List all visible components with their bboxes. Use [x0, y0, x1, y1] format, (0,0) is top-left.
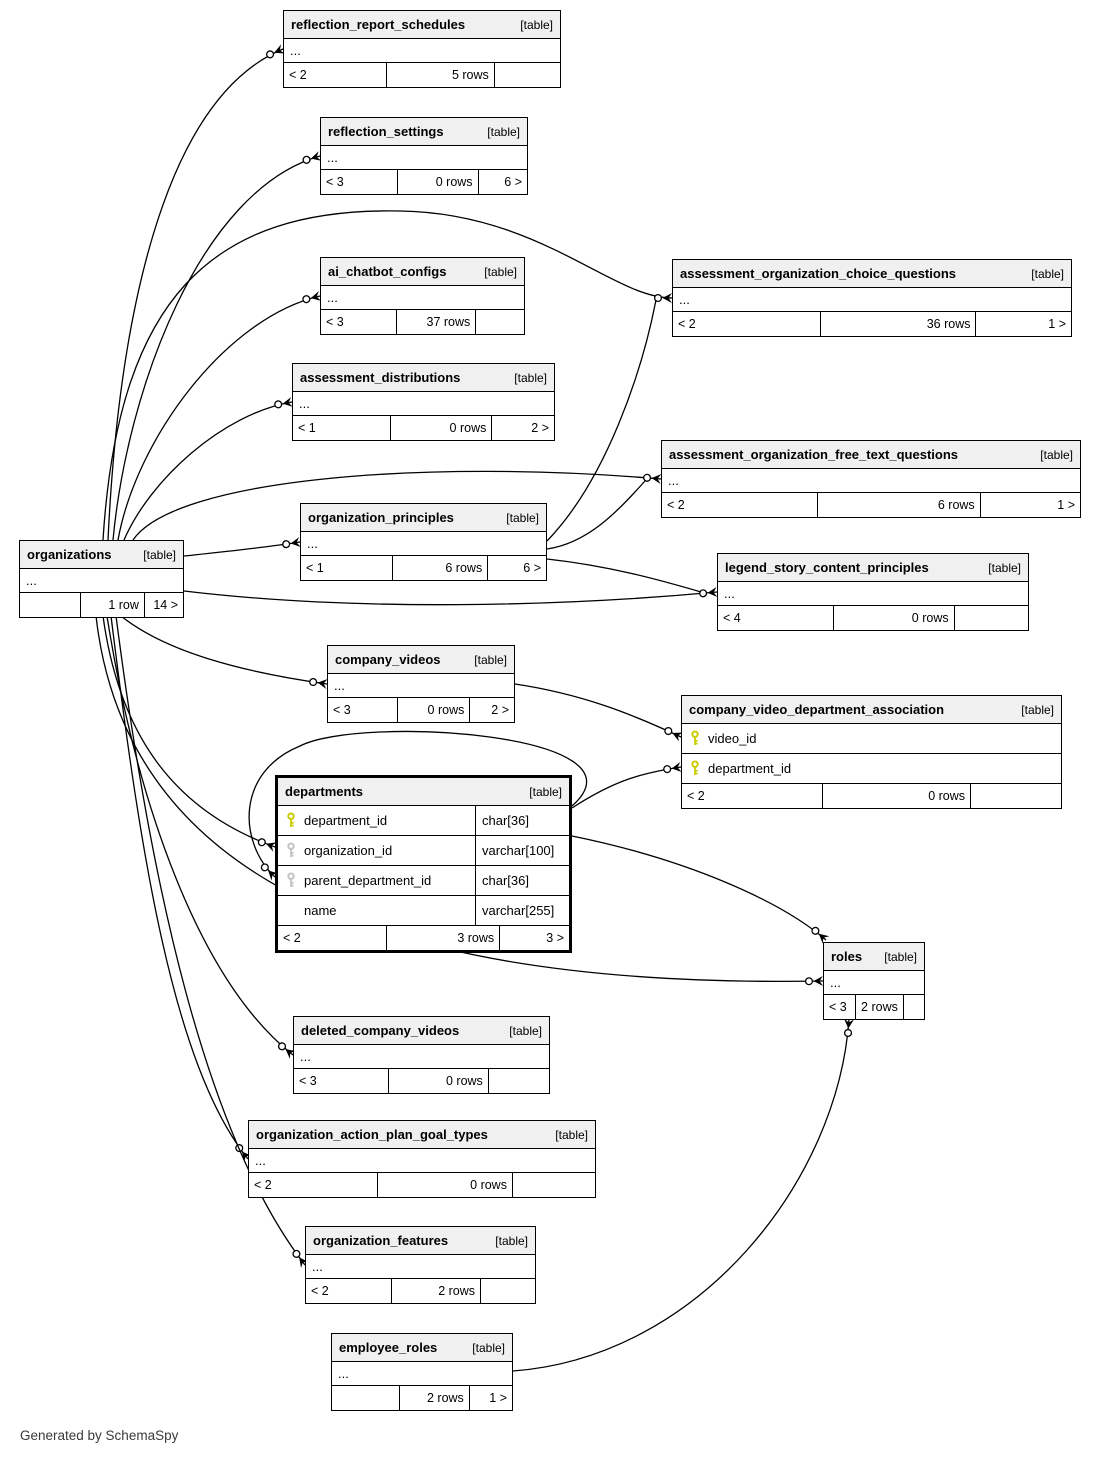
table-tag: [table]: [988, 560, 1021, 575]
edge-departments-roles: [572, 836, 826, 940]
row-count: 37 rows: [396, 310, 475, 334]
table-name[interactable]: deleted_company_videos: [301, 1023, 460, 1038]
hidden-columns-row: ...: [284, 39, 560, 63]
table-deleted_company_videos: [293, 1016, 550, 1094]
hidden-columns-row: ...: [718, 582, 1028, 606]
table-name[interactable]: organization_features: [313, 1233, 449, 1248]
table-name[interactable]: organization_principles: [308, 510, 454, 525]
table-assessment_organization_choice_questions: [672, 259, 1072, 337]
column-row-department_id: [278, 806, 569, 836]
edge-organization_principles-legend_story_content_principles: [547, 559, 701, 592]
key-icon: [690, 730, 700, 747]
column-name: organization_id: [304, 843, 393, 858]
table-footer: [284, 63, 560, 87]
primary-key-icon: [278, 812, 304, 829]
row-count: 2 rows: [399, 1386, 469, 1410]
children-count: [488, 1069, 549, 1093]
table-tag: [table]: [529, 784, 562, 799]
table-footer: [294, 1069, 549, 1093]
table-tag: [table]: [484, 264, 517, 279]
hidden-columns-row: ...: [328, 674, 514, 698]
children-count: 2 >: [491, 416, 554, 440]
edge-organizations-ai_chatbot_configs: [118, 296, 320, 540]
table-roles: [823, 942, 925, 1020]
table-footer: [682, 784, 1061, 808]
table-header[interactable]: [824, 943, 924, 971]
table-footer: [20, 593, 183, 617]
table-tag: [table]: [1031, 266, 1064, 281]
column-row-department_id: [682, 754, 1061, 784]
parents-count: < 3: [326, 175, 344, 189]
row-count: 6 rows: [392, 556, 488, 580]
hidden-columns-row: ...: [301, 532, 546, 556]
edge-organizations-reflection_report_schedules: [108, 49, 283, 540]
children-count: 3 >: [499, 926, 569, 950]
table-footer: [824, 995, 924, 1019]
key-icon: [690, 760, 700, 777]
table-assessment_organization_free_text_questions: [661, 440, 1081, 518]
table-header[interactable]: [332, 1334, 512, 1362]
table-tag: [table]: [884, 949, 917, 964]
row-count: 36 rows: [820, 312, 975, 336]
table-header[interactable]: [328, 646, 514, 674]
hidden-columns-row: ...: [249, 1149, 595, 1173]
table-tag: [table]: [474, 652, 507, 667]
column-type: char[36]: [475, 866, 569, 895]
table-legend_story_content_principles: [717, 553, 1029, 631]
table-tag: [table]: [143, 547, 176, 562]
table-name[interactable]: assessment_distributions: [300, 370, 461, 385]
edge-departments-company_video_department_association-department_id: [572, 767, 681, 808]
table-footer: [293, 416, 554, 440]
table-header[interactable]: [682, 696, 1061, 724]
hidden-columns-row: ...: [306, 1255, 535, 1279]
table-name[interactable]: ai_chatbot_configs: [328, 264, 447, 279]
row-count: 3 rows: [386, 926, 500, 950]
children-count: [494, 63, 560, 87]
column-name: name: [304, 903, 337, 918]
key-icon: [286, 842, 296, 859]
parents-count: [20, 593, 80, 617]
table-header[interactable]: [284, 11, 560, 39]
children-count: 6 >: [487, 556, 546, 580]
edge-organization_principles-assessment_organization_free_text_questions: [547, 481, 645, 549]
parents-count: < 1: [306, 561, 324, 575]
column-name: parent_department_id: [304, 873, 432, 888]
column-row-video_id: [682, 724, 1061, 754]
row-count: 0 rows: [388, 1069, 487, 1093]
table-tag: [table]: [495, 1233, 528, 1248]
column-name: department_id: [708, 761, 792, 776]
row-count: 2 rows: [855, 995, 903, 1019]
row-count: 2 rows: [391, 1279, 480, 1303]
row-count: 5 rows: [386, 63, 494, 87]
table-company_video_department_association: [681, 695, 1062, 809]
children-count: [970, 784, 1061, 808]
children-count: 14 >: [144, 593, 183, 617]
table-footer: [718, 606, 1028, 630]
key-icon: [286, 872, 296, 889]
hidden-columns-row: ...: [824, 971, 924, 995]
table-employee_roles: [331, 1333, 513, 1411]
table-tag: [table]: [506, 510, 539, 525]
parents-count: < 1: [298, 421, 316, 435]
table-header[interactable]: [673, 260, 1071, 288]
column-row-organization_id: [278, 836, 569, 866]
table-header[interactable]: [293, 364, 554, 392]
children-count: 1 >: [975, 312, 1071, 336]
hidden-columns-row: ...: [321, 286, 524, 310]
parents-count: < 2: [687, 789, 705, 803]
parents-count: [332, 1386, 399, 1410]
table-name[interactable]: reflection_report_schedules: [291, 17, 466, 32]
children-count: 2 >: [469, 698, 514, 722]
row-count: 0 rows: [833, 606, 954, 630]
table-ai_chatbot_configs: [320, 257, 525, 335]
generator-note: Generated by SchemaSpy: [20, 1428, 179, 1443]
edge-organizations-company_videos: [121, 616, 327, 684]
hidden-columns-row: ...: [20, 569, 183, 593]
table-reflection_report_schedules: [283, 10, 561, 88]
parents-count: < 2: [311, 1284, 329, 1298]
parents-count: < 3: [829, 1000, 847, 1014]
row-count: 0 rows: [397, 170, 477, 194]
table-footer: [306, 1279, 535, 1303]
table-header[interactable]: [249, 1121, 595, 1149]
table-footer: [673, 312, 1071, 336]
table-name[interactable]: organization_action_plan_goal_types: [256, 1127, 488, 1142]
edge-organizations-organization_principles: [184, 542, 300, 556]
table-name[interactable]: legend_story_content_principles: [725, 560, 929, 575]
table-name[interactable]: departments: [285, 784, 364, 799]
parents-count: < 2: [289, 68, 307, 82]
table-organization_action_plan_goal_types: [248, 1120, 596, 1198]
column-type: char[36]: [475, 806, 569, 835]
column-name: video_id: [708, 731, 757, 746]
foreign-key-icon: [278, 872, 304, 889]
table-header[interactable]: [662, 441, 1080, 469]
table-header[interactable]: [306, 1227, 535, 1255]
hidden-columns-row: ...: [294, 1045, 549, 1069]
children-count: [954, 606, 1028, 630]
table-assessment_distributions: [292, 363, 555, 441]
table-tag: [table]: [520, 17, 553, 32]
children-count: 1 >: [980, 493, 1080, 517]
column-type: varchar[100]: [475, 836, 569, 865]
table-name[interactable]: reflection_settings: [328, 124, 444, 139]
column-row-parent_department_id: [278, 866, 569, 896]
foreign-key-icon: [278, 842, 304, 859]
table-company_videos: [327, 645, 515, 723]
parents-count: < 3: [333, 703, 351, 717]
table-name[interactable]: roles: [831, 949, 863, 964]
row-count: 0 rows: [822, 784, 970, 808]
table-footer: [662, 493, 1080, 517]
table-footer: [278, 926, 569, 950]
children-count: [480, 1279, 535, 1303]
table-header[interactable]: [718, 554, 1028, 582]
row-count: 6 rows: [817, 493, 980, 517]
children-count: [903, 995, 924, 1019]
children-count: 1 >: [469, 1386, 512, 1410]
hidden-columns-row: ...: [321, 146, 527, 170]
hidden-columns-row: ...: [662, 469, 1080, 493]
table-footer: [321, 310, 524, 334]
table-name[interactable]: company_videos: [335, 652, 441, 667]
parents-count: < 3: [326, 315, 344, 329]
primary-key-icon: [682, 760, 708, 777]
edge-company_videos-company_video_department_association-video_id: [515, 684, 681, 737]
table-tag: [table]: [472, 1340, 505, 1355]
column-name: department_id: [304, 813, 388, 828]
table-header[interactable]: [278, 778, 569, 806]
table-name[interactable]: organizations: [27, 547, 112, 562]
table-header[interactable]: [20, 541, 183, 569]
table-header[interactable]: [321, 118, 527, 146]
edge-organizations-legend_story_content_principles: [184, 591, 717, 605]
table-tag: [table]: [1021, 702, 1054, 717]
column-type: varchar[255]: [475, 896, 569, 925]
column-row-name: [278, 896, 569, 926]
table-tag: [table]: [514, 370, 547, 385]
children-count: 6 >: [478, 170, 527, 194]
table-footer: [332, 1386, 512, 1410]
table-footer: [321, 170, 527, 194]
table-departments: [275, 775, 572, 953]
table-tag: [table]: [487, 124, 520, 139]
table-footer: [301, 556, 546, 580]
parents-count: < 2: [254, 1178, 272, 1192]
children-count: [512, 1173, 595, 1197]
edge-organizations-deleted_company_videos: [107, 616, 293, 1055]
parents-count: < 4: [723, 611, 741, 625]
table-header[interactable]: [294, 1017, 549, 1045]
edge-organization_principles-assessment_organization_choice_questions: [547, 300, 656, 541]
hidden-columns-row: ...: [293, 392, 554, 416]
table-tag: [table]: [1040, 447, 1073, 462]
table-tag: [table]: [555, 1127, 588, 1142]
edge-organizations-assessment_distributions: [124, 402, 292, 540]
table-organization_principles: [300, 503, 547, 581]
hidden-columns-row: ...: [332, 1362, 512, 1386]
table-footer: [328, 698, 514, 722]
table-name[interactable]: assessment_organization_free_text_questions: [669, 447, 958, 462]
children-count: [475, 310, 524, 334]
table-organizations: [19, 540, 184, 618]
table-tag: [table]: [509, 1023, 542, 1038]
table-header[interactable]: [301, 504, 546, 532]
parents-count: < 2: [667, 498, 685, 512]
row-count: 0 rows: [397, 698, 470, 722]
table-header[interactable]: [321, 258, 524, 286]
key-icon: [286, 812, 296, 829]
table-name[interactable]: assessment_organization_choice_questions: [680, 266, 956, 281]
table-name[interactable]: company_video_department_association: [689, 702, 945, 717]
parents-count: < 2: [678, 317, 696, 331]
table-name[interactable]: employee_roles: [339, 1340, 438, 1355]
row-count: 0 rows: [390, 416, 492, 440]
parents-count: < 2: [283, 931, 301, 945]
hidden-columns-row: ...: [673, 288, 1071, 312]
parents-count: < 3: [299, 1074, 317, 1088]
table-organization_features: [305, 1226, 536, 1304]
primary-key-icon: [682, 730, 708, 747]
table-reflection_settings: [320, 117, 528, 195]
row-count: 1 row: [80, 593, 144, 617]
row-count: 0 rows: [377, 1173, 512, 1197]
table-footer: [249, 1173, 595, 1197]
